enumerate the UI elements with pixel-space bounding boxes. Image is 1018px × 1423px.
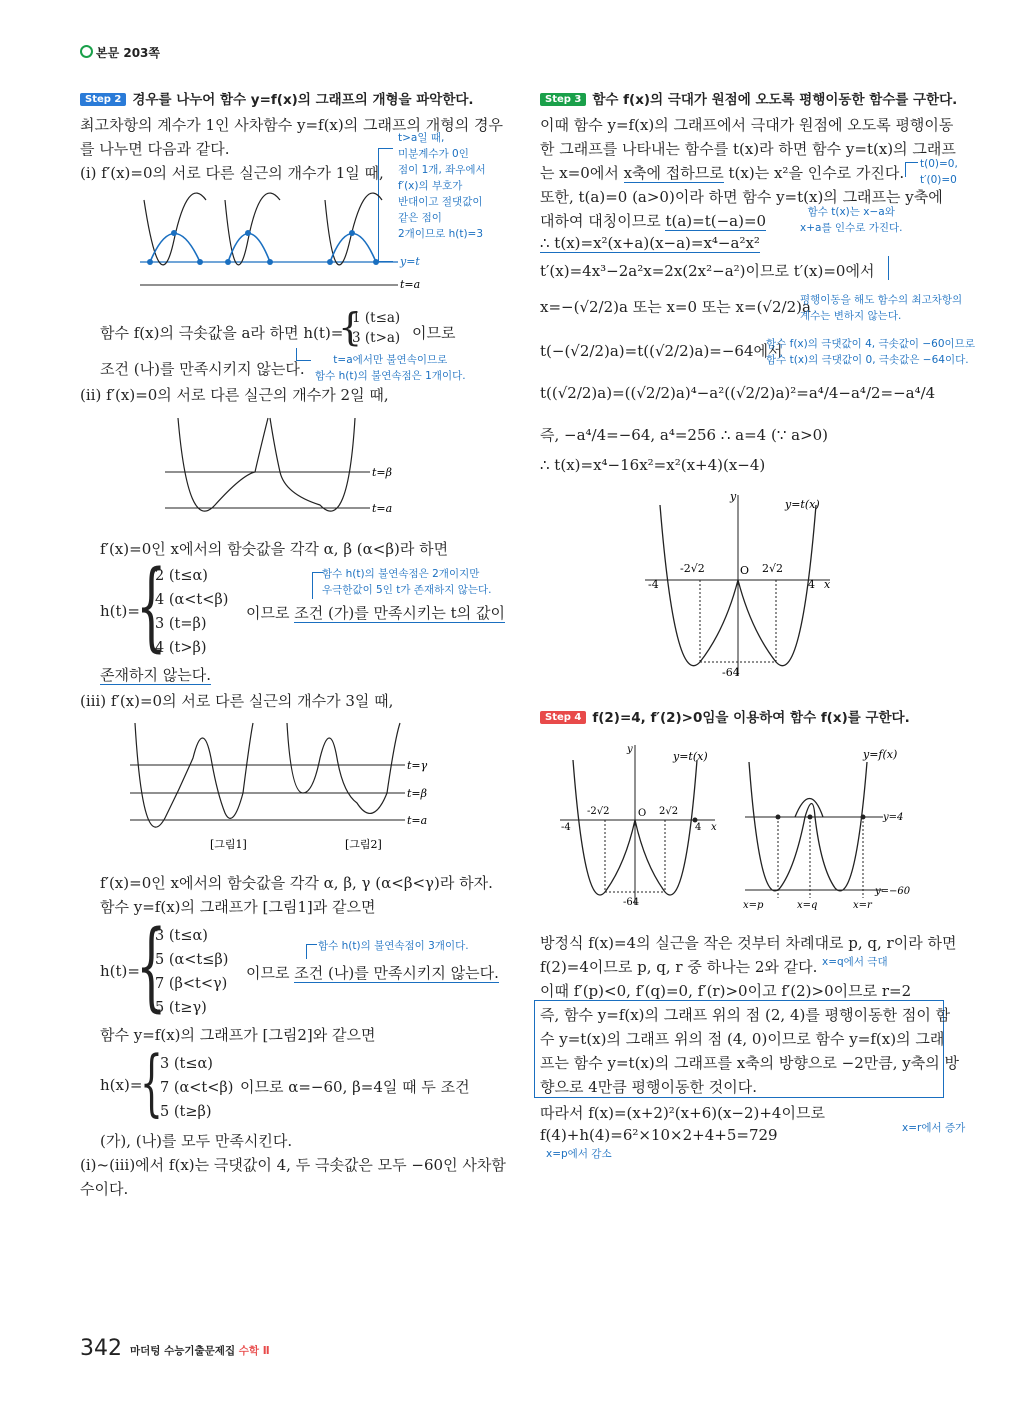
svg-text:x=q: x=q [797,900,818,911]
label-t-a3: t=a [407,814,428,827]
intro-line2: 를 나누면 다음과 같다. [80,140,230,158]
r-p11: 즉, −a⁴/4=−64, a⁴=256 ∴ a=4 (∵ a>0) [540,426,829,444]
svg-text:y=t(x): y=t(x) [673,750,708,763]
case3-line4: (가), (나)를 모두 만족시킨다. [100,1132,293,1150]
case3-pieces: 3 (t≤α) 5 (α<t≤β) 7 (β<t<γ) 5 (t≥γ) [155,928,229,1016]
label-y-t: y=t [400,255,420,268]
note-t0: t(0)=0, t′(0)=0 [920,158,958,186]
r-p4: 또한, t(a)=0 (a>0)이라 하면 함수 y=t(x)의 그래프는 y축에 [540,188,943,206]
step3-heading: Step 3 함수 f(x)의 극대가 원점에 오도록 평행이동한 함수를 구한다. [540,88,957,108]
step4-heading: Step 4 f(2)=4, f′(2)>0임을 이용하여 함수 f(x)를 구한다. [540,706,910,726]
label-t-a2: t=a [372,502,393,515]
svg-text:y=f(x): y=f(x) [863,748,898,761]
case1-title: (ⅰ) f′(x)=0의 서로 다른 실근의 개수가 1일 때, [80,164,384,182]
case3-line1: f′(x)=0인 x에서의 함숫값을 각각 α, β, γ (α<β<γ)라 하자. [100,874,493,892]
r-q2: f(2)=4이므로 p, q, r 중 하나는 2와 같다. [540,958,818,976]
case2-note: 함수 h(t)의 불연속점은 2개이지만 우극한값이 5인 t가 존재하지 않는다. [322,568,492,596]
case1-note-arrow [296,348,311,361]
fx-graph [735,740,935,915]
book-title: 마더텅 수능기출문제집 수학 Ⅱ [130,1345,270,1357]
r-p9: t(−(√2/2)a)=t((√2/2)a)=−64에서 [540,342,783,360]
svg-text:x=p: x=p [743,900,764,911]
case3-tail3: 이므로 α=−60, β=4일 때 두 조건 [240,1078,470,1096]
case3-hlabel2: h(x)= [100,1076,143,1094]
note-min: 함수 f(x)의 극댓값이 4, 극솟값이 −60이므로 함수 t(x)의 극댓값이 0, 극솟값은 −64이다. [766,338,975,366]
r-q6: 프는 함수 y=t(x)의 그래프를 x축의 방향으로 −2만큼, y축의 방 [540,1054,959,1072]
case2-tail: 이므로 조건 (가)를 만족시키는 t의 값이 [246,604,505,622]
r-q8: 따라서 f(x)=(x+2)²(x+6)(x−2)+4이므로 [540,1104,825,1122]
case1-line2: 조건 (나)를 만족시키지 않는다. [100,360,305,378]
tx-title: y=t(x) [785,498,820,511]
conclusion2: 수이다. [80,1180,129,1198]
case3-line2: 함수 y=f(x)의 그래프가 [그림1]과 같으면 [100,898,376,916]
r-p8: x=−(√2/2)a 또는 x=0 또는 x=(√2/2)a [540,298,811,316]
svg-text:y=−60: y=−60 [875,886,911,897]
r-q7: 향으로 4만큼 평행이동한 것이다. [540,1078,757,1096]
note1: t>a일 때, 미분계수가 0인 점이 1개, 좌우에서 f′(x)의 부호가 반대이고 절댓값이 같은 점이 2개이므로 h(t)=3 [398,132,486,240]
svg-text:-4: -4 [561,822,571,833]
case2-hlabel: h(t)= [100,602,140,620]
case3-brace: { [136,910,167,1022]
r-p6: ∴ t(x)=x²(x+a)(x−a)=x⁴−a²x² [540,234,760,252]
case1-line1: 함수 f(x)의 극솟값을 a라 하면 h(t)= [100,324,344,342]
case3-graph [125,718,465,854]
case2-pieces: 2 (t≤α) 4 (α<t<β) 3 (t=β) 4 (t>β) [155,568,229,656]
svg-text:-64: -64 [623,897,640,908]
r-q1: 방정식 f(x)=4의 실근을 작은 것부터 차례대로 p, q, r이라 하면 [540,934,957,952]
step2-badge: Step 2 [80,93,126,106]
tx-graph-small [555,740,735,910]
svg-text:y: y [627,744,633,755]
svg-text:x: x [824,578,831,591]
label-t-gamma: t=γ [407,759,428,772]
svg-text:x: x [711,822,717,833]
svg-text:4: 4 [808,578,815,591]
intro-line1: 최고차항의 계수가 1인 사차함수 y=f(x)의 그래프의 개형의 경우 [80,116,503,134]
case1-note: t=a에서만 불연속이므로 함수 h(t)의 불연속점은 1개이다. [315,354,466,382]
note-shift-line [548,256,889,280]
case3-note-line [306,944,317,959]
page-number: 342 [80,1336,122,1361]
r-p2: 한 그래프를 나타내는 함수를 t(x)라 하면 함수 y=t(x)의 그래프 [540,140,956,158]
note-r: x=r에서 증가 [902,1122,966,1134]
note-sym: 함수 t(x)는 x−a와 x+a를 인수로 가진다. [800,206,903,234]
case3-title: (ⅲ) f′(x)=0의 서로 다른 실근의 개수가 3일 때, [80,692,394,710]
svg-text:y=4: y=4 [883,812,904,823]
svg-text:-2√2: -2√2 [587,806,610,817]
case2-tail3: 존재하지 않는다. [100,666,211,684]
case3-pieces2: 3 (t≤α) 7 (α<t<β) 5 (t≥β) [160,1056,234,1120]
svg-text:O: O [638,808,647,819]
case2-brace: { [136,550,167,662]
r-p7: t′(x)=4x³−2a²x=2x(2x²−a²)이므로 t′(x)=0에서 [540,262,875,280]
svg-text:4: 4 [695,822,702,833]
case3-tail: 이므로 조건 (나)를 만족시키지 않는다. [246,964,499,982]
case3-brace2: { [140,1040,163,1124]
svg-text:y: y [730,490,737,503]
case3-note: 함수 h(t)의 불연속점이 3개이다. [318,940,469,952]
step2-heading: Step 2 경우를 나누어 함수 y=f(x)의 그래프의 개형을 파악한다. [80,88,474,108]
case1-brace: { [338,305,363,349]
circle-icon [80,45,93,58]
r-q3: 이때 f′(p)<0, f′(q)=0, f′(r)>0이고 f′(2)>0이므로 r=2 [540,982,912,1000]
fig2-caption: [그림2] [345,838,382,851]
r-p10: t((√2/2)a)=((√2/2)a)⁴−a²((√2/2)a)²=a⁴/4−a⁴/2=−a⁴/4 [540,384,936,402]
page-ref: 본문 203쪽 [80,44,160,61]
svg-text:O: O [740,564,750,577]
note-t0-line [905,162,918,177]
case2-line1: f′(x)=0인 x에서의 함숫값을 각각 α, β (α<β)라 하면 [100,540,449,558]
conclusion1: (ⅰ)~(ⅲ)에서 f(x)는 극댓값이 4, 두 극솟값은 모두 −60인 사차함 [80,1156,506,1174]
r-p3: 는 x=0에서 x축에 접하므로 t(x)는 x²을 인수로 가진다. [540,164,905,182]
case1-pieces: 1 (t≤a) 3 (t>a) [352,310,401,346]
case2-title: (ⅱ) f′(x)=0의 서로 다른 실근의 개수가 2일 때, [80,386,389,404]
svg-text:2√2: 2√2 [659,806,679,817]
label-t-a: t=a [400,278,421,291]
step3-badge: Step 3 [540,93,586,106]
fig1-caption: [그림1] [210,838,247,851]
r-p12: ∴ t(x)=x⁴−16x²=x²(x+4)(x−4) [540,456,766,474]
svg-text:x=r: x=r [853,900,872,911]
svg-text:-64: -64 [722,666,740,679]
r-q4: 즉, 함수 y=f(x)의 그래프 위의 점 (2, 4)를 평행이동한 점이 함 [540,1006,951,1024]
svg-text:-2√2: -2√2 [680,562,705,575]
note-q: x=q에서 극대 [822,956,888,968]
note-p: x=p에서 감소 [546,1148,612,1160]
case1-tail: 이므로 [412,324,456,342]
tx-graph [640,490,860,680]
r-p1: 이때 함수 y=f(x)의 그래프에서 극대가 원점에 오도록 평행이동 [540,116,954,134]
note-shift: 평행이동을 해도 함수의 최고차항의 계수는 변하지 않는다. [800,294,963,322]
r-q5: 수 y=t(x)의 그래프 위의 점 (4, 0)이므로 함수 y=f(x)의 그래 [540,1030,945,1048]
case2-graph [160,410,400,520]
label-t-beta: t=β [372,466,392,479]
r-q9: f(4)+h(4)=6²×10×2+4+5=729 [540,1126,778,1144]
svg-text:2√2: 2√2 [762,562,784,575]
case3-hlabel: h(t)= [100,962,140,980]
svg-text:-4: -4 [648,578,659,591]
r-p5: 대하여 대칭이므로 t(a)=t(−a)=0 [540,212,767,230]
label-t-beta3: t=β [407,787,427,800]
case3-line3: 함수 y=f(x)의 그래프가 [그림2]와 같으면 [100,1026,376,1044]
step4-badge: Step 4 [540,711,586,724]
case1-graph [130,190,430,300]
